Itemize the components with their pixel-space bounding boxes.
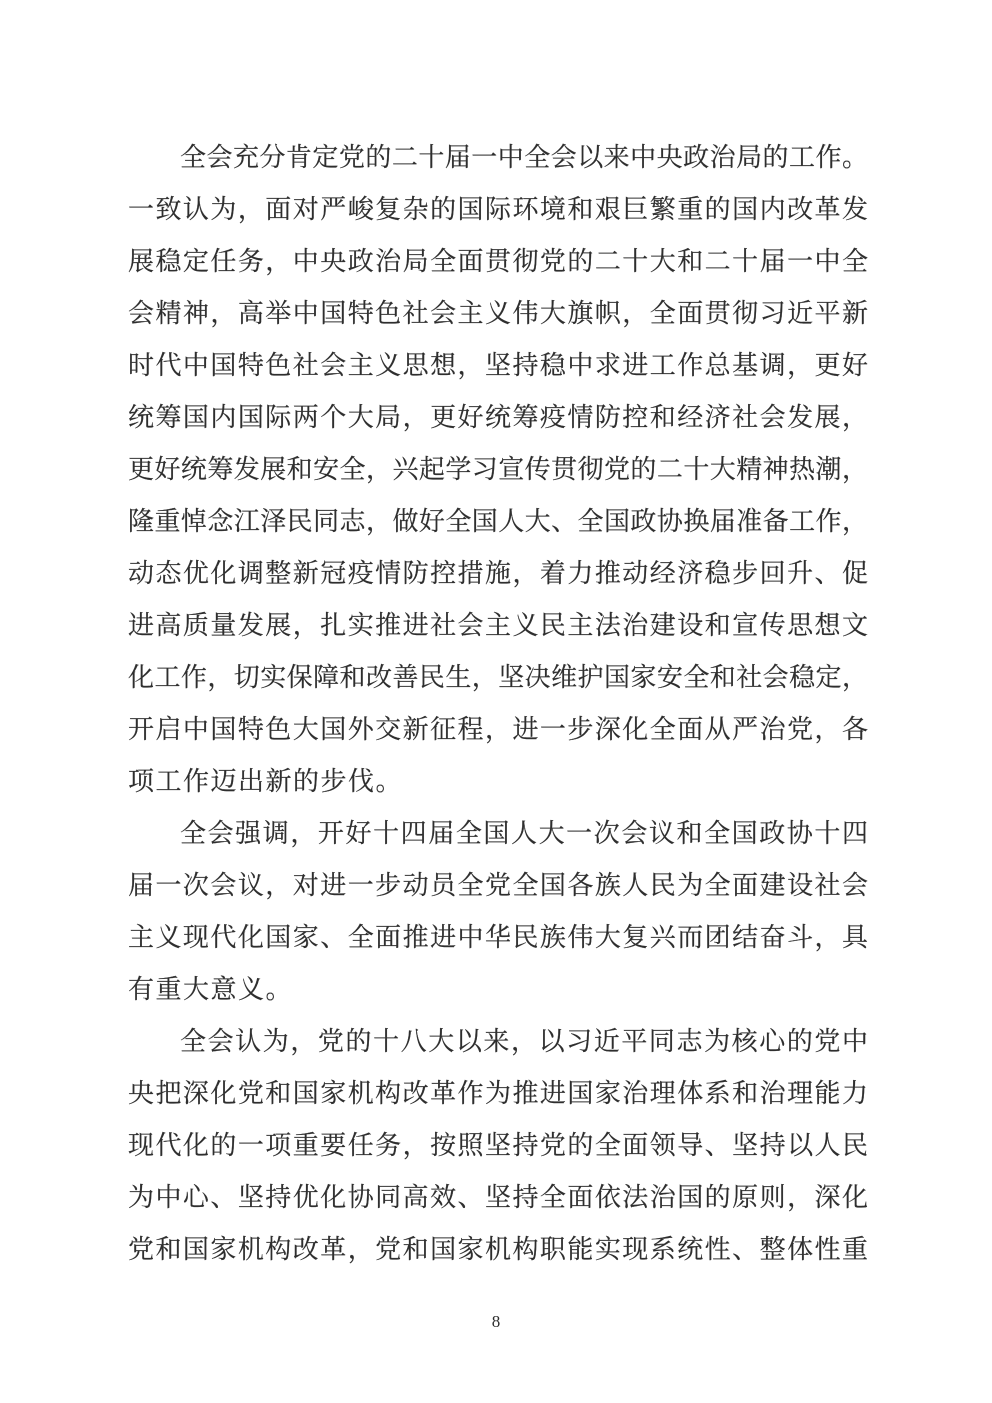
text-line: 隆重悼念江泽民同志，做好全国人大、全国政协换届准备工作，	[128, 507, 868, 536]
text-line: 开启中国特色大国外交新征程，进一步深化全面从严治党，各	[128, 715, 868, 744]
text-line: 全会认为，党的十八大以来，以习近平同志为核心的党中	[180, 1027, 868, 1056]
page-number: 8	[491, 1312, 501, 1331]
paragraph-2	[128, 808, 868, 1016]
paragraph-3	[128, 1016, 868, 1276]
text-line: 党和国家机构改革，党和国家机构职能实现系统性、整体性重	[128, 1235, 868, 1264]
text-line: 为中心、坚持优化协同高效、坚持全面依法治国的原则，深化	[128, 1183, 868, 1212]
text-line: 主义现代化国家、全面推进中华民族伟大复兴而团结奋斗，具	[128, 923, 868, 952]
text-line: 全会强调，开好十四届全国人大一次会议和全国政协十四	[180, 819, 868, 848]
text-line: 进高质量发展，扎实推进社会主义民主法治建设和宣传思想文	[128, 611, 868, 640]
text-line: 央把深化党和国家机构改革作为推进国家治理体系和治理能力	[128, 1079, 868, 1108]
text-line: 一致认为，面对严峻复杂的国际环境和艰巨繁重的国内改革发	[128, 195, 868, 224]
text-line: 项工作迈出新的步伐。	[128, 767, 404, 796]
text-line: 更好统筹发展和安全，兴起学习宣传贯彻党的二十大精神热潮，	[128, 455, 868, 484]
text-line: 全会充分肯定党的二十届一中全会以来中央政治局的工作。	[180, 143, 868, 172]
text-line: 现代化的一项重要任务，按照坚持党的全面领导、坚持以人民	[128, 1131, 868, 1160]
body-text	[128, 132, 868, 1276]
text-line: 展稳定任务，中央政治局全面贯彻党的二十大和二十届一中全	[128, 247, 868, 276]
text-line: 动态优化调整新冠疫情防控措施，着力推动经济稳步回升、促	[128, 559, 868, 588]
text-line: 会精神，高举中国特色社会主义伟大旗帜，全面贯彻习近平新	[128, 299, 868, 328]
text-line: 时代中国特色社会主义思想，坚持稳中求进工作总基调，更好	[128, 351, 868, 380]
text-line: 有重大意义。	[128, 975, 294, 1004]
text-line: 统筹国内国际两个大局，更好统筹疫情防控和经济社会发展，	[128, 403, 868, 432]
text-line: 化工作，切实保障和改善民生，坚决维护国家安全和社会稳定，	[128, 663, 868, 692]
text-line: 届一次会议，对进一步动员全党全国各族人民为全面建设社会	[128, 871, 868, 900]
paragraph-1	[128, 132, 868, 808]
